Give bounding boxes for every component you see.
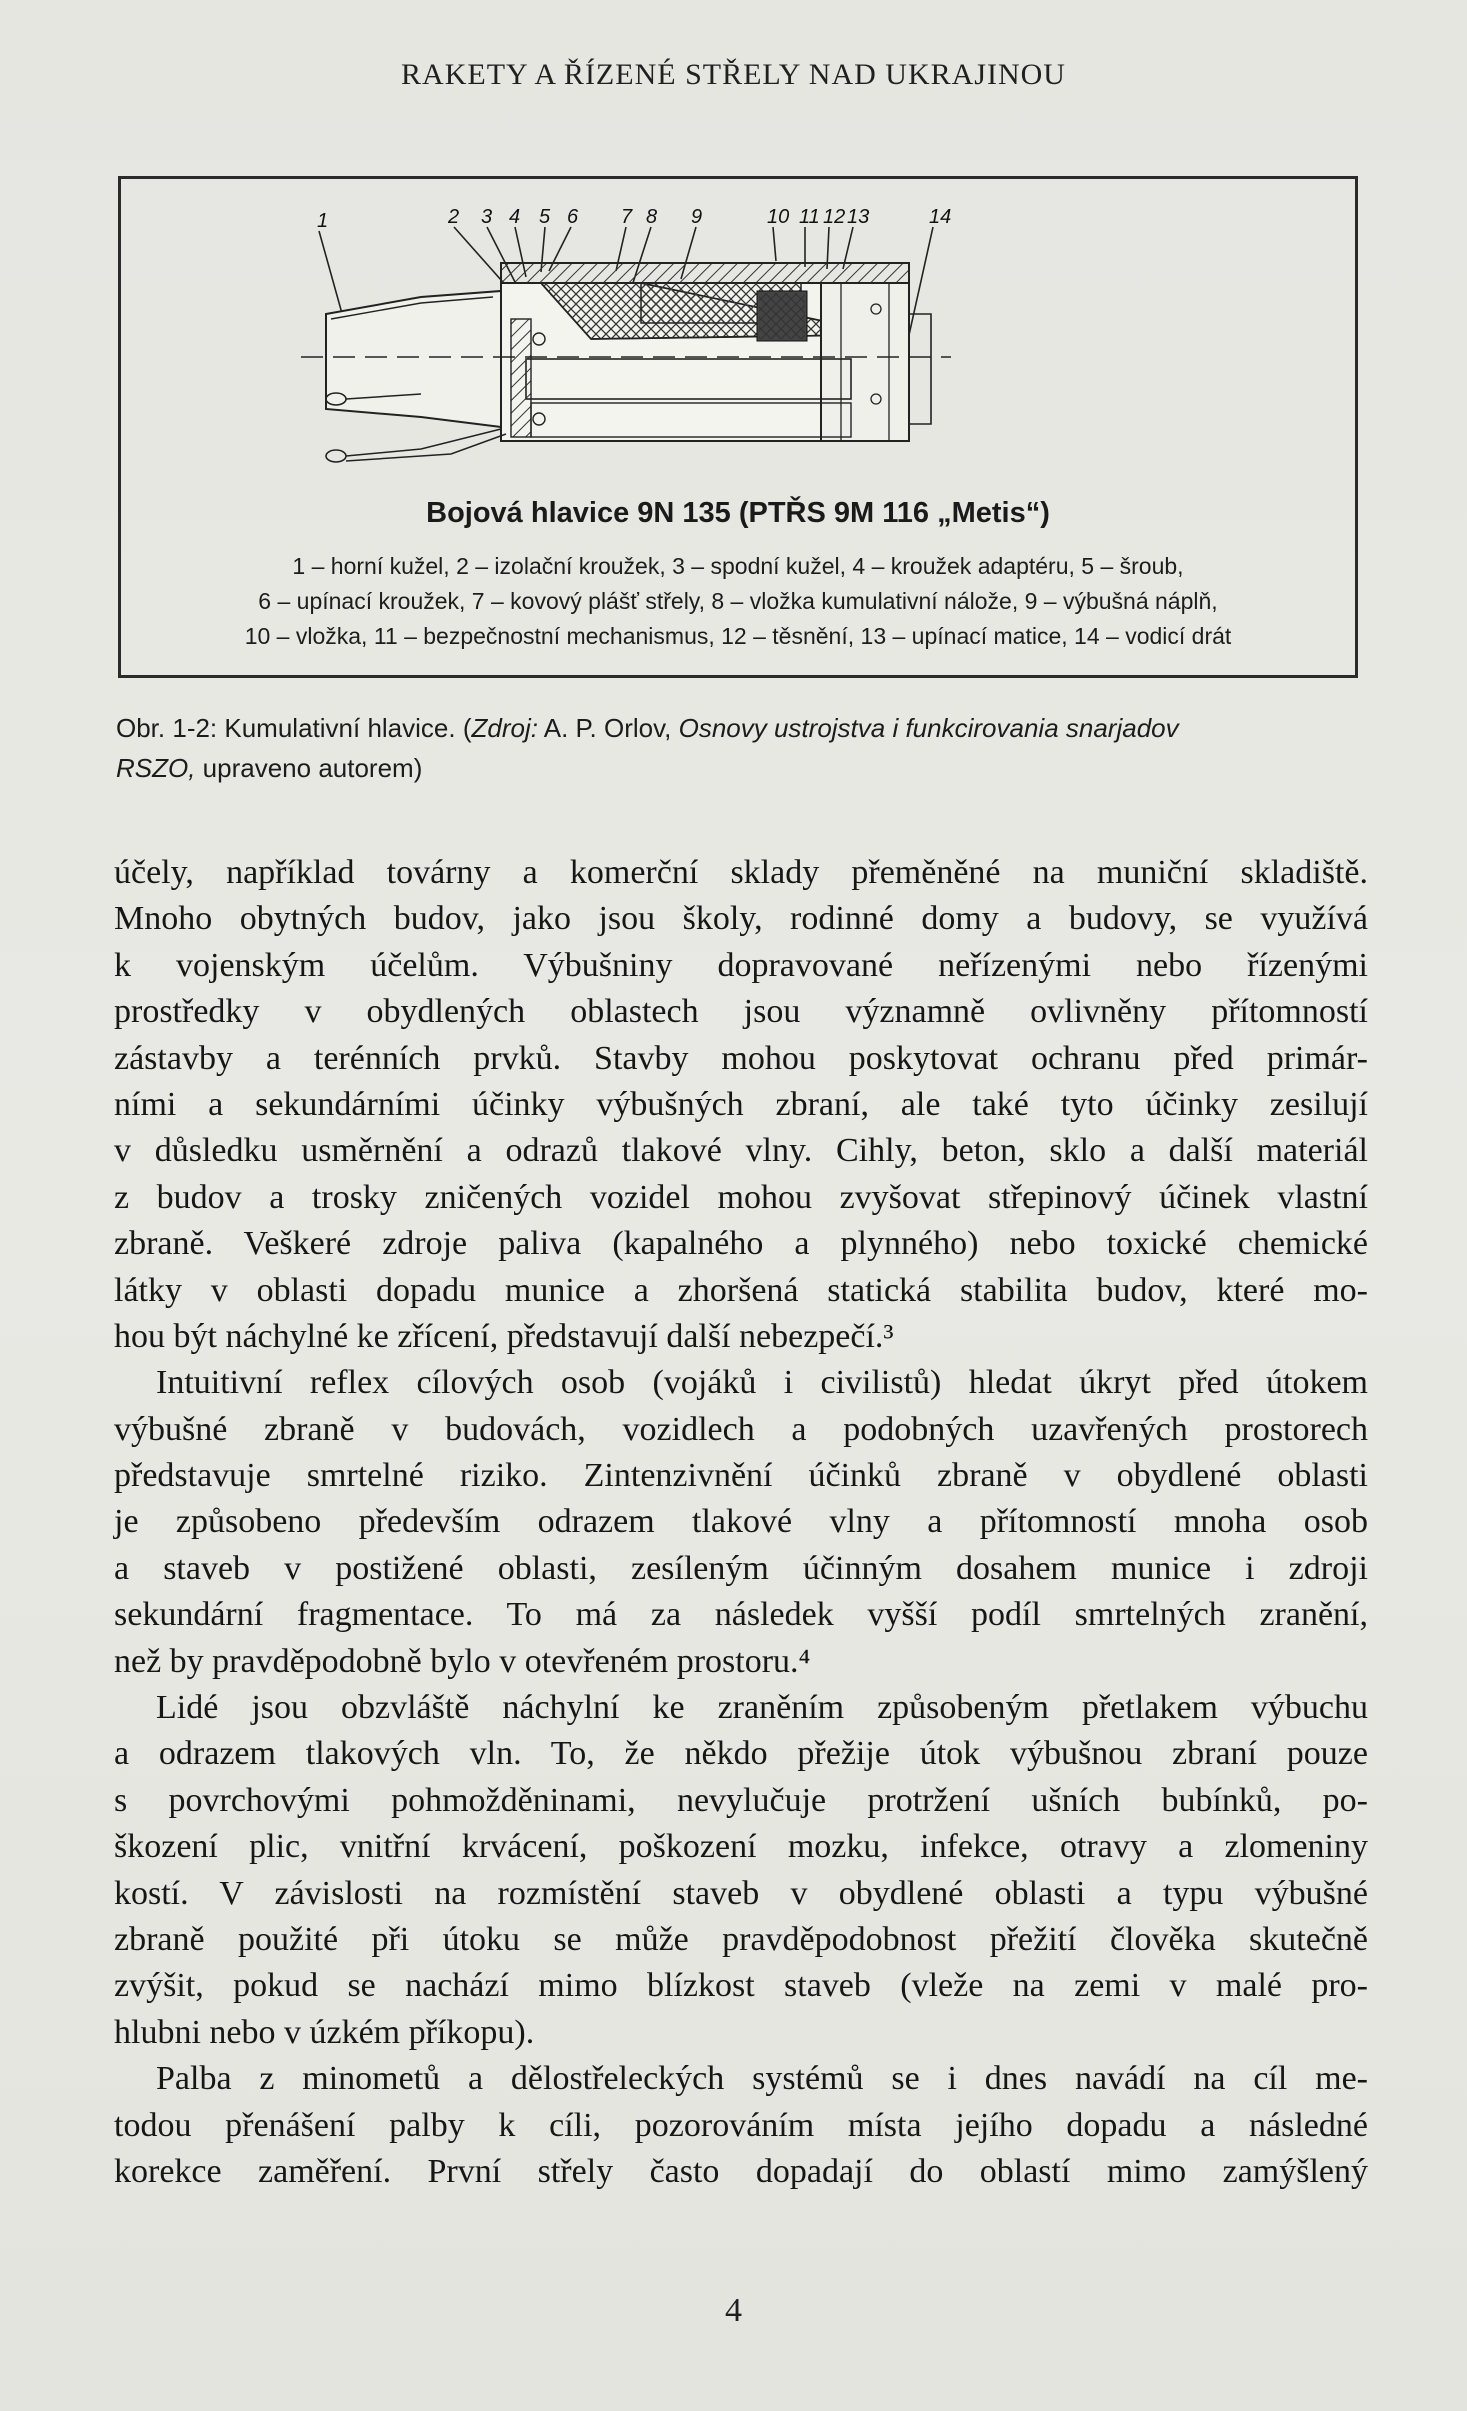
callout-5: 5 [539,206,551,228]
callout-3: 3 [481,206,493,228]
body-line: ními a sekundárními účinky výbušných zbraní, ale také tyto účinky zesilují [114,1085,1368,1123]
body-line: s povrchovými pohmožděninami, nevylučuje protržení ušních bubínků, po- [114,1781,1368,1819]
callout-4: 4 [509,206,521,228]
body-line: hlubni nebo v úzkém příkopu). [114,2013,535,2051]
body-line: z budov a trosky zničených vozidel mohou zvyšovat střepinový účinek vlastní [114,1178,1368,1216]
body-line: hou být náchylné ke zřícení, představují další nebezpečí.³ [114,1317,894,1355]
callout-8: 8 [646,206,658,228]
body-line: a odrazem tlakových vln. To, že někdo přežije útok výbušnou zbraní pouze [114,1735,1368,1773]
legend-line: 1 – horní kužel, 2 – izolační kroužek, 3 – spodní kužel, 4 – kroužek adaptéru, 5 – šroub, [292,553,1184,579]
body-line: Lidé jsou obzvláště náchylní ke zraněním způsobeným přetlakem výbuchu [156,1689,1368,1727]
caption-label: Obr. 1-2: Kumulativní hlavice. ( [116,713,472,743]
body-line: je způsobeno především odrazem tlakové vlny a přítomností mnoha osob [114,1503,1368,1541]
body-line: než by pravděpodobně bylo v otevřeném prostoru.⁴ [114,1642,811,1680]
callout-14: 14 [929,206,952,228]
body-line: účely, například továrny a komerční sklady přeměněné na muniční skladiště. [114,854,1368,891]
body-line: zbraně. Veškeré zdroje paliva (kapalného a plynného) nebo toxické chemické [114,1225,1368,1263]
body-line: škození plic, vnitřní krvácení, poškození mozku, infekce, otravy a zlomeniny [114,1828,1368,1866]
body-line: představuje smrtelné riziko. Zintenzivnění účinků zbraně v obydlené oblasti [114,1457,1368,1495]
body-line: k vojenským účelům. Výbušniny dopravované neřízenými nebo řízenými [114,946,1368,984]
page-number: 4 [725,2292,742,2329]
body-line: korekce zaměření. První střely často dopadají do oblastí mimo zamýšlený [114,2152,1368,2190]
body-line: kostí. V závislosti na rozmístění staveb v obydlené oblasti a typu výbušné [114,1874,1368,1912]
body-line: látky v oblasti dopadu munice a zhoršená statická stabilita budov, které mo- [114,1271,1368,1309]
caption-source-label: Zdroj: [471,713,538,743]
caption-author: A. P. Orlov, [537,713,679,743]
caption-source-title: Osnovy ustrojstva i funkcirovania snarjadov [678,713,1179,743]
body-line: Palba z minometů a dělostřeleckých systémů se i dnes navádí na cíl me- [156,2060,1368,2098]
warhead-body [301,263,951,462]
caption-line-1 [116,708,1356,748]
body-line: Intuitivní reflex cílových osob (vojáků i civilistů) hledat úkryt před útokem [156,1364,1368,1402]
caption-source-title-end: RSZO, [116,753,196,783]
callout-11: 11 [799,206,820,228]
figure-title: Bojová hlavice 9N 135 (PTŘS 9M 116 „Metis“) [426,497,1050,529]
callout-1: 1 [317,210,329,232]
body-line: výbušné zbraně v budovách, vozidlech a podobných uzavřených prostorech [114,1410,1368,1448]
body-line: v důsledku usměrnění a odrazů tlakové vlny. Cihly, beton, sklo a další materiál [114,1132,1368,1170]
callout-numbers [317,206,951,232]
body-line: prostředky v obydlených oblastech jsou významně ovlivněny přítomností [114,993,1368,1031]
warhead-cross-section-drawing [121,179,1355,489]
callout-2: 2 [448,206,460,228]
callout-9: 9 [691,206,703,228]
body-line: a staveb v postižené oblasti, zesíleným účinným dosahem munice i zdroji [114,1549,1368,1587]
callout-6: 6 [567,206,579,228]
callout-12: 12 [823,206,846,228]
body-line: Mnoho obytných budov, jako jsou školy, rodinné domy a budovy, se využívá [114,900,1368,938]
callout-13: 13 [847,206,870,228]
figure-box [118,176,1358,678]
body-line: zástavby a terénních prvků. Stavby mohou poskytovat ochranu před primár- [114,1039,1368,1077]
running-head: RAKETY A ŘÍZENÉ STŘELY NAD UKRAJINOU [401,58,1066,91]
caption-note: upraveno autorem) [195,753,423,783]
body-line: zvýšit, pokud se nachází mimo blízkost staveb (vleže na zemi v malé pro- [114,1967,1368,2005]
body-line: zbraně použité při útoku se může pravděpodobnost přežití člověka skutečně [114,1920,1368,1958]
body-line: todou přenášení palby k cíli, pozorováním místa jejího dopadu a následné [114,2106,1368,2144]
legend-line: 10 – vložka, 11 – bezpečnostní mechanismus, 12 – těsnění, 13 – upínací matice, 14 – vodicí drát [244,623,1232,649]
body-text [114,850,1368,2195]
body-line: sekundární fragmentace. To má za následek vyšší podíl smrtelných zranění, [114,1596,1368,1634]
figure-legend [141,549,1335,654]
figure-caption [116,708,1356,788]
callout-7: 7 [621,206,633,228]
legend-line: 6 – upínací kroužek, 7 – kovový plášť střely, 8 – vložka kumulativní nálože, 9 – výbušná náplň, [258,588,1218,614]
caption-line-2 [116,748,1356,788]
callout-10: 10 [767,206,790,228]
